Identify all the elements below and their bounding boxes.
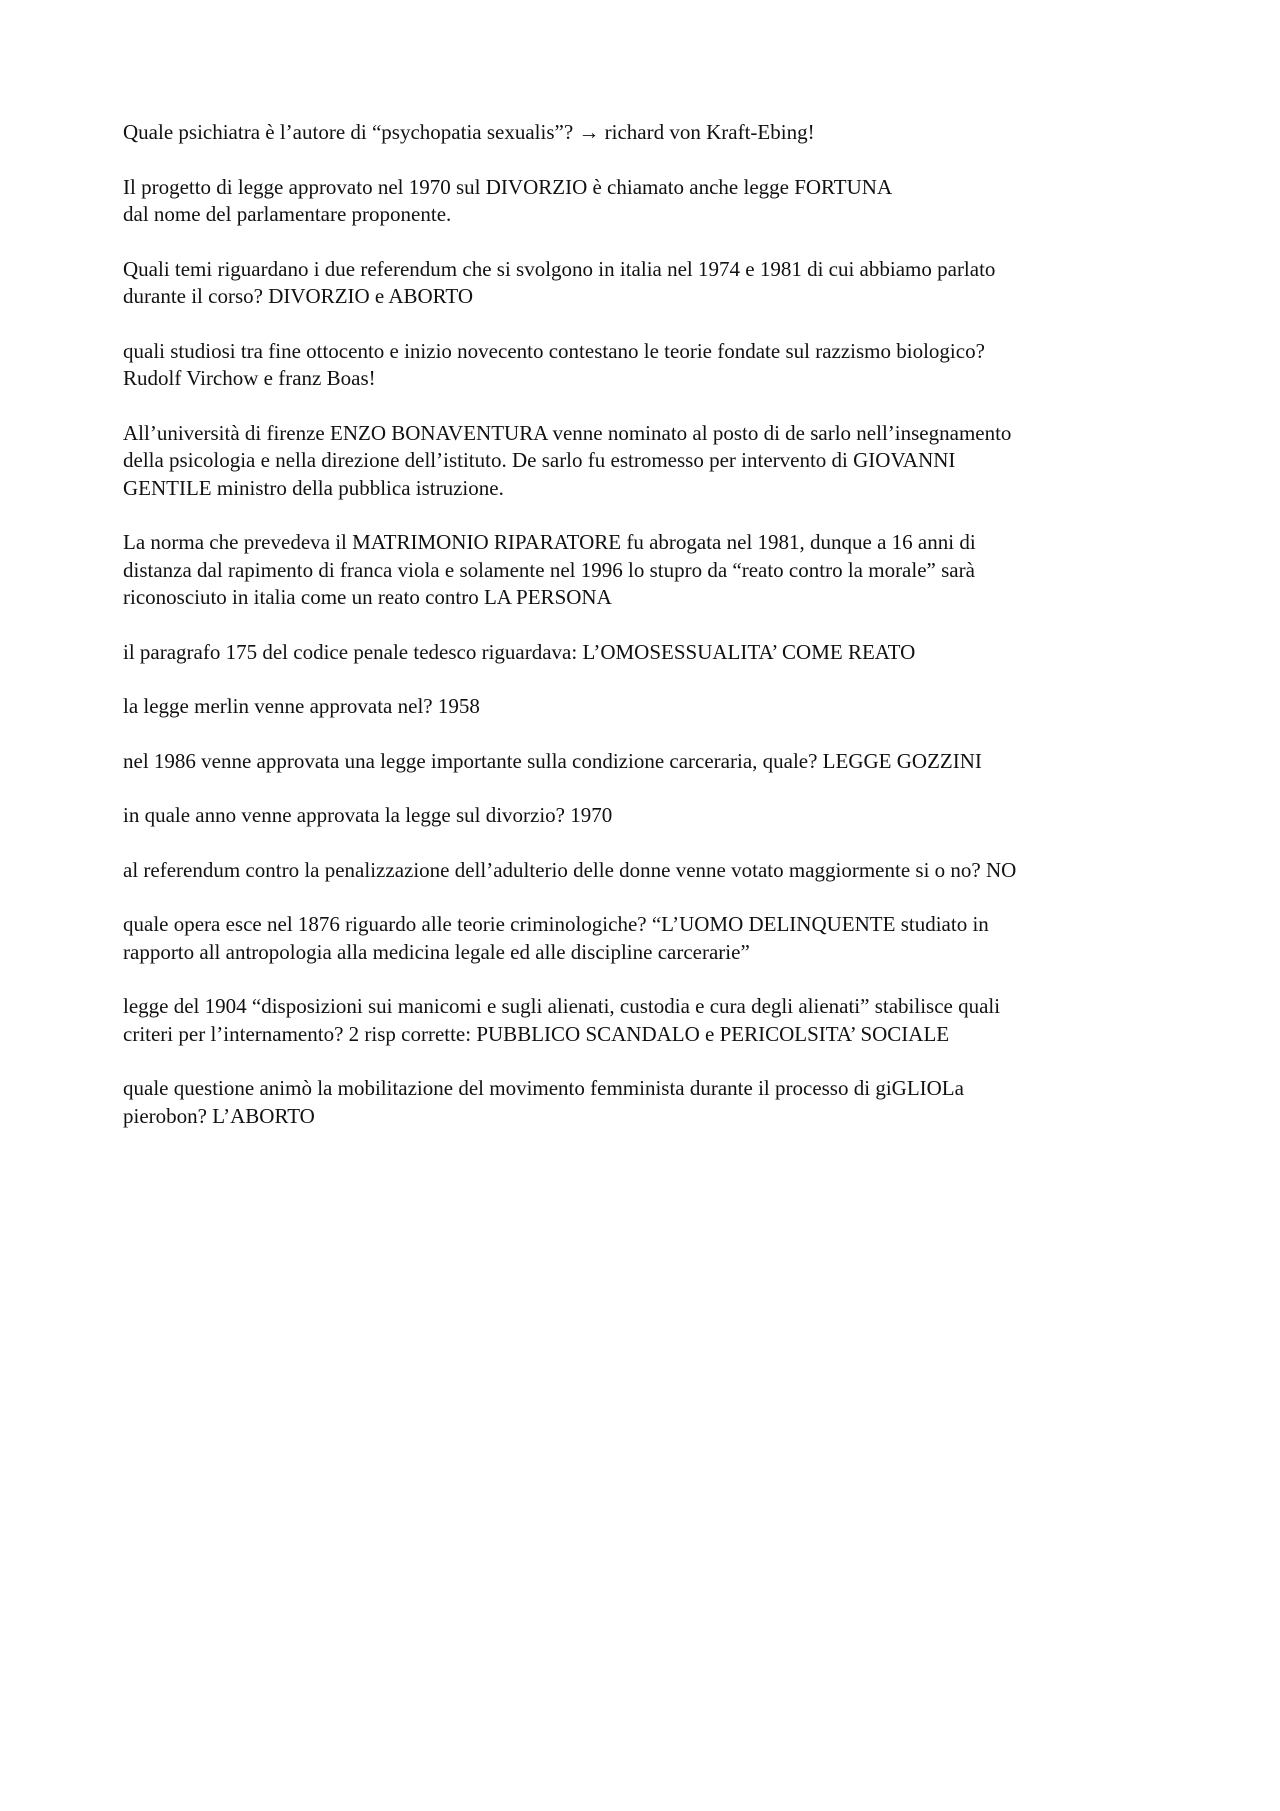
paragraph: All’università di firenze ENZO BONAVENTURA venne nominato al posto di de sarlo nell’insegnamento della psicologia e nella direzione dell’istituto. De sarlo fu estromesso per intervento di GIOVANNI GENTILE ministro della pubblica istruzione. (123, 420, 1012, 500)
paragraph: al referendum contro la penalizzazione dell’adulterio delle donne venne votato maggiormente si o no? NO (123, 857, 1017, 882)
paragraph: Quale psichiatra è l’autore di “psychopatia sexualis”? → richard von Kraft-Ebing! (123, 120, 815, 144)
paragraph: quale questione animò la mobilitazione del movimento femminista durante il processo di giGLIOLa pierobon? L’ABORTO (123, 1076, 964, 1128)
paragraph: il paragrafo 175 del codice penale tedesco riguardava: L’OMOSESSUALITA’ COME REATO (123, 639, 916, 664)
paragraph: nel 1986 venne approvata una legge importante sulla condizione carceraria, quale? LEGGE GOZZINI (123, 748, 982, 773)
document-body (123, 119, 1183, 1157)
paragraph: quali studiosi tra fine ottocento e inizio novecento contestano le teorie fondate sul razzismo biologico? Rudolf Virchow e franz Boas! (123, 338, 985, 390)
paragraph: quale opera esce nel 1876 riguardo alle teorie criminologiche? “L’UOMO DELINQUENTE studiato in rapporto all antropologia alla medicina legale ed alle discipline carcerarie” (123, 912, 989, 964)
paragraph: Quali temi riguardano i due referendum che si svolgono in italia nel 1974 e 1981 di cui abbiamo parlato durante il corso? DIVORZIO e ABORTO (123, 256, 996, 308)
paragraph: Il progetto di legge approvato nel 1970 sul DIVORZIO è chiamato anche legge FORTUNA dal nome del parlamentare proponente. (123, 174, 893, 226)
paragraph: la legge merlin venne approvata nel? 1958 (123, 694, 480, 718)
paragraph: in quale anno venne approvata la legge sul divorzio? 1970 (123, 803, 613, 827)
paragraph: La norma che prevedeva il MATRIMONIO RIPARATORE fu abrogata nel 1981, dunque a 16 anni di distanza dal rapimento di franca viola e solamente nel 1996 lo stupro da “reato contro la morale” sarà riconosciuto in italia come un reato contro LA PERSONA (123, 530, 976, 609)
paragraph: legge del 1904 “disposizioni sui manicomi e sugli alienati, custodia e cura degli alienati” stabilisce quali criteri per l’internamento? 2 risp corrette: PUBBLICO SCANDALO e PERICOLSITA’ SOCIALE (123, 994, 1001, 1046)
